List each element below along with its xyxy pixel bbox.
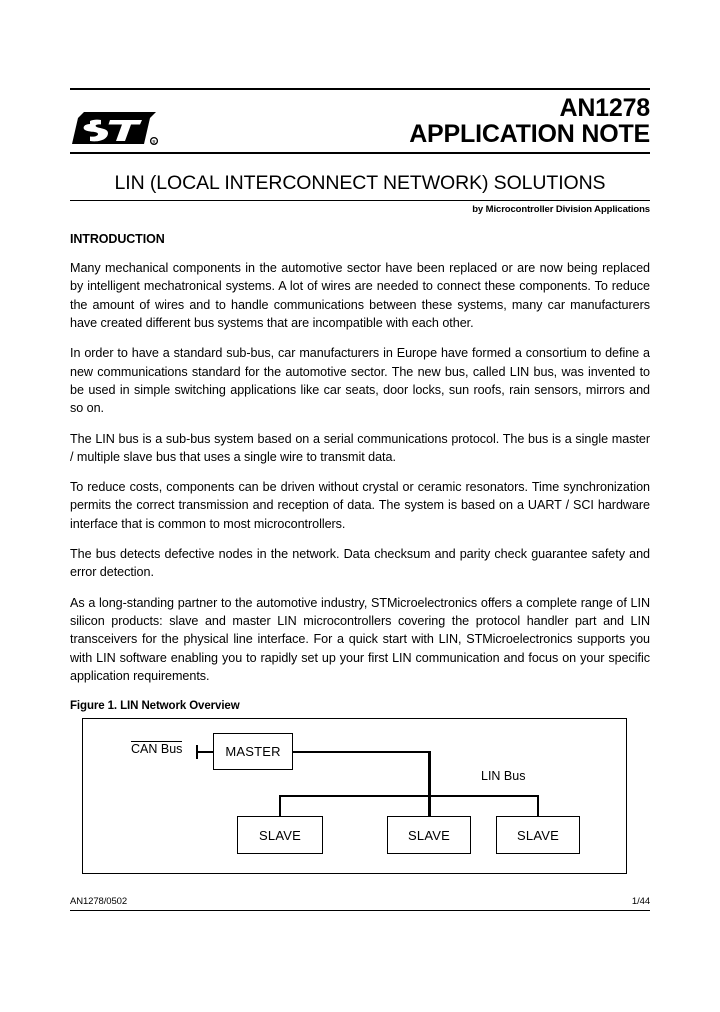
can-bus-label: CAN Bus bbox=[131, 742, 183, 757]
slave-3-drop-wire bbox=[537, 795, 539, 817]
page-title: LIN (LOCAL INTERCONNECT NETWORK) SOLUTIONS bbox=[114, 172, 606, 194]
byline: by Microcontroller Division Applications bbox=[472, 204, 650, 215]
node-slave-1-label: SLAVE bbox=[259, 827, 301, 843]
paragraph: The LIN bus is a sub-bus system based on a serial communications protocol. The bus is a single master / multiple slave bus that uses a single wire to transmit data. bbox=[70, 431, 650, 464]
footer-document-code: AN1278/0502 bbox=[70, 896, 128, 907]
footer-page-number: 1/44 bbox=[631, 896, 650, 907]
svg-text:R: R bbox=[152, 139, 156, 146]
node-slave-1 bbox=[237, 816, 323, 854]
document-kind: APPLICATION NOTE bbox=[409, 120, 650, 148]
can-bus-connector-wire bbox=[196, 751, 213, 753]
page-content bbox=[70, 88, 650, 874]
master-trunk-wire bbox=[293, 751, 431, 753]
title-rule bbox=[70, 200, 650, 201]
page-footer bbox=[70, 896, 650, 911]
paragraph: In order to have a standard sub-bus, car manufacturers in Europe have formed a consortium to define a new communications standard for the automotive sector. The new bus, called LIN bus, was invented to be used in simple switching applications like car seats, door locks, sun roofs, rain sensors, mirrors and so on. bbox=[70, 346, 650, 416]
node-slave-3 bbox=[496, 816, 580, 854]
lin-bus-wire bbox=[279, 795, 538, 797]
figure-lin-network-overview bbox=[82, 718, 627, 874]
paragraph: The bus detects defective nodes in the network. Data checksum and parity check guarantee safety and error detection. bbox=[70, 547, 650, 580]
paragraph: To reduce costs, components can be driven without crystal or ceramic resonators. Time synchronization permits the correct transmission and reception of data. The system is based on a UART / SCI hardware interface that is common to most microcontrollers. bbox=[70, 480, 650, 531]
figure-caption: Figure 1. LIN Network Overview bbox=[70, 700, 240, 713]
document-number: AN1278 bbox=[559, 94, 650, 122]
footer-rule bbox=[70, 910, 650, 911]
paragraph: As a long-standing partner to the automotive industry, STMicroelectronics offers a complete range of LIN silicon products: slave and master LIN microcontrollers covering the protocol handler part and LIN transceivers for the physical line interface. For a quick start with LIN, STMicroelectronics supports you with LIN software enabling you to rapidly set up your first LIN communication and focus on your specific application requirements. bbox=[70, 595, 650, 683]
node-master-label: MASTER bbox=[225, 744, 281, 760]
section-heading-introduction: INTRODUCTION bbox=[70, 232, 165, 246]
st-logo bbox=[70, 100, 166, 148]
paragraph: Many mechanical components in the automotive sector have been replaced or are now being replaced by intelligent mechatronical systems. A lot of wires are needed to connect these components. To reduce the amount of wires and to handle communications between these systems, many car manufacturers have created different bus systems that are incompatible with each other. bbox=[70, 261, 650, 330]
lin-bus-label: LIN Bus bbox=[481, 769, 526, 784]
lin-trunk-wire bbox=[428, 751, 431, 817]
document-identification bbox=[409, 95, 650, 148]
slave-1-drop-wire bbox=[279, 795, 281, 817]
header bbox=[70, 90, 650, 150]
title-block bbox=[70, 172, 650, 215]
node-slave-3-label: SLAVE bbox=[517, 827, 559, 843]
node-slave-2-label: SLAVE bbox=[408, 827, 450, 843]
node-master bbox=[213, 733, 293, 770]
header-bottom-rule bbox=[70, 152, 650, 154]
node-slave-2 bbox=[387, 816, 471, 854]
